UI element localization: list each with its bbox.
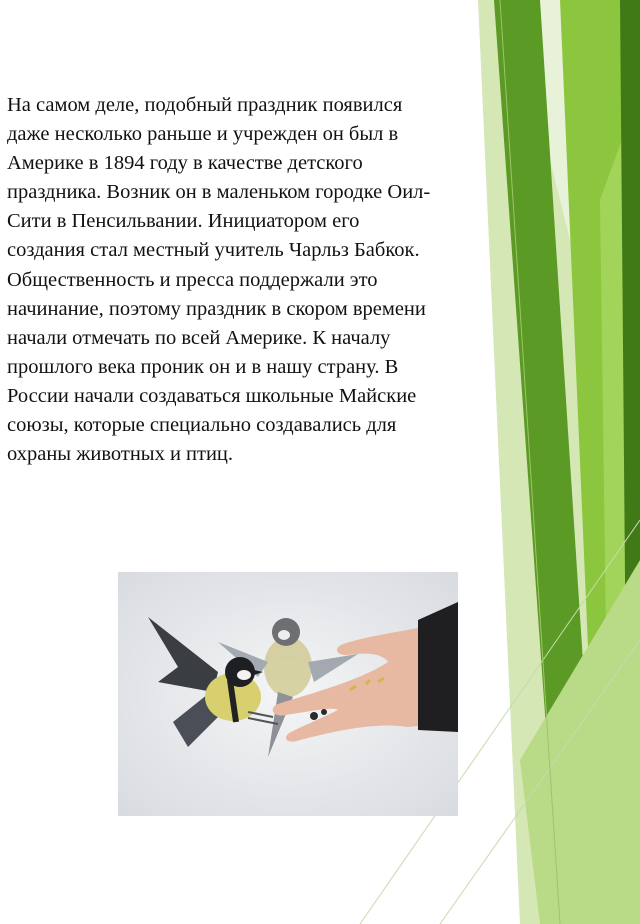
body-text: На самом деле, подобный праздник появился даже несколько раньше и учрежден он был в Америке в 1894 году в качестве детского праздника. Возник он в маленьком городке Оил- Сити в Пенсильвании. Инициатором его создания стал местный учитель Чарльз Бабкок. Общественность и пресса поддержали это начинание, поэтому праздник в скором времени начали отмечать по всей Америке. К началу прошлого века проник он и в нашу страну. В России начали создаваться школьные Майские союзы, которые специально создавались для охраны животных и птиц. (7, 94, 431, 466)
bird-photo (118, 572, 458, 816)
